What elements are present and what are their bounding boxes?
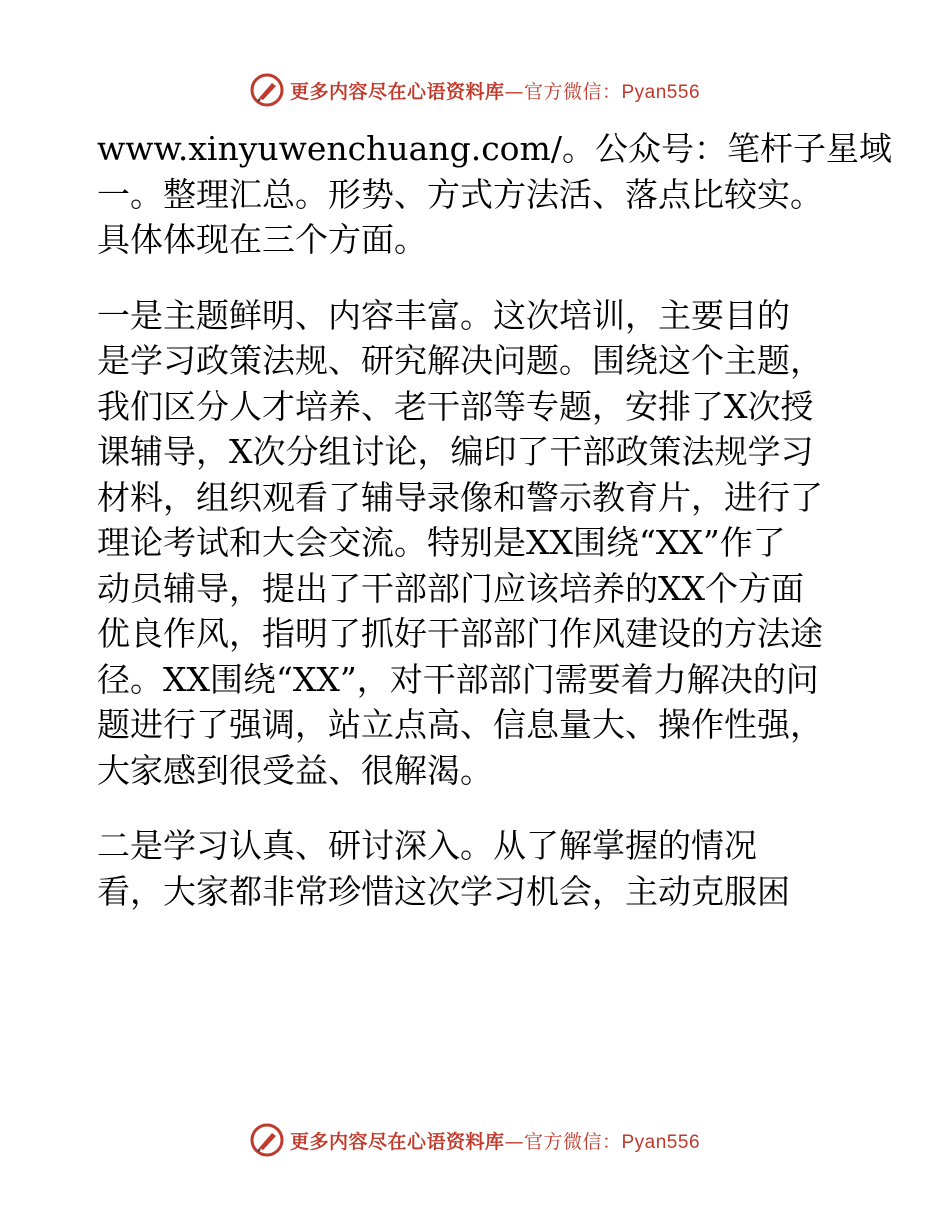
banner-dash: — xyxy=(504,80,524,103)
pen-logo-icon xyxy=(250,73,284,107)
footer-watermark xyxy=(0,1120,950,1160)
banner-brand: 更多内容尽在心语资料库 xyxy=(289,80,505,103)
text-line: 径。XX围绕“XX”，对干部部门需要着力解决的问 xyxy=(97,659,819,699)
text-line: 是学习政策法规、研究解决问题。围绕这个主题， xyxy=(97,341,823,380)
text-line: 看，大家都非常珍惜这次学习机会，主动克服困 xyxy=(97,871,790,911)
banner-wechat-id: Pyan556 xyxy=(621,1131,701,1153)
text-line: 理论考试和大会交流。特别是XX围绕“XX”作了 xyxy=(97,523,786,562)
paragraph-intro xyxy=(97,126,892,263)
header-watermark xyxy=(0,70,950,110)
banner-wechat-id: Pyan556 xyxy=(621,81,701,103)
text-line: 一是主题鲜明、内容丰富。这次培训，主要目的 xyxy=(97,295,790,335)
text-line: 二是学习认真、研讨深入。从了解掌握的情况 xyxy=(97,826,757,865)
paragraph-second-point xyxy=(97,823,867,914)
pen-logo-icon xyxy=(250,1123,284,1157)
text-line: 一。整理汇总。形势、方式方法活、落点比较实。 xyxy=(97,174,823,214)
banner-brand: 更多内容尽在心语资料库 xyxy=(289,1130,505,1153)
text-line: 优良作风，指明了抓好干部部门作风建设的方法途 xyxy=(97,614,823,653)
paragraph-first-point xyxy=(97,293,867,794)
text-line: www.xinyuwenchuang.com/。公众号：笔杆子星域 xyxy=(97,129,892,168)
document-body xyxy=(97,126,892,914)
text-line: 大家感到很受益、很解渴。 xyxy=(97,750,493,790)
text-line: 题进行了强调，站立点高、信息量大、操作性强， xyxy=(97,705,823,744)
text-line: 课辅导，X次分组讨论，编印了干部政策法规学习 xyxy=(97,432,814,471)
text-line: 具体体现在三个方面。 xyxy=(97,220,427,259)
text-line: 我们区分人才培养、老干部等专题，安排了X次授 xyxy=(97,386,814,426)
banner-wechat-label: 官方微信： xyxy=(523,1130,622,1153)
banner-dash: — xyxy=(504,1130,524,1153)
text-line: 动员辅导，提出了干部部门应该培养的XX个方面 xyxy=(97,568,804,608)
banner-wechat-label: 官方微信： xyxy=(523,80,622,103)
text-line: 材料，组织观看了辅导录像和警示教育片，进行了 xyxy=(97,477,823,517)
